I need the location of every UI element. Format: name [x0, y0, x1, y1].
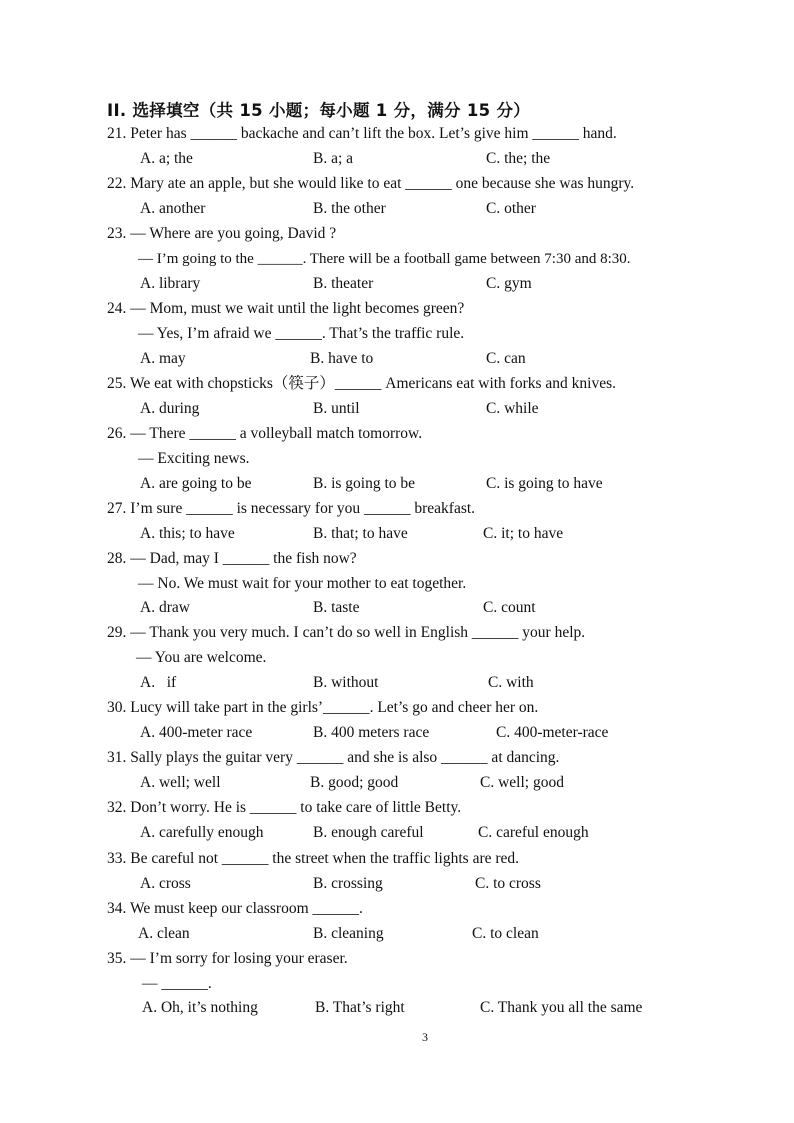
- question-21-option-b: B. a; a: [313, 150, 354, 167]
- question-28-option-b: B. taste: [313, 599, 360, 616]
- question-25-stem: 25. We eat with chopsticks（筷子）______ Americans eat with forks and knives.: [107, 375, 617, 392]
- question-32-option-c: C. careful enough: [478, 824, 589, 841]
- question-23-option-a: A. library: [140, 275, 201, 292]
- question-26-stem-2: — Exciting news.: [138, 450, 250, 467]
- question-26-option-a: A. are going to be: [140, 475, 252, 492]
- question-30-option-c: C. 400-meter-race: [496, 724, 609, 741]
- question-24-stem-2: — Yes, I’m afraid we ______. That’s the traffic rule.: [138, 325, 465, 342]
- question-24-stem-1: 24. — Mom, must we wait until the light becomes green?: [107, 300, 465, 317]
- question-26-option-b: B. is going to be: [313, 475, 416, 492]
- question-31-option-c: C. well; good: [480, 774, 564, 791]
- question-27-option-a: A. this; to have: [140, 525, 235, 542]
- question-29-stem-1: 29. — Thank you very much. I can’t do so well in English ______ your help.: [107, 624, 586, 641]
- question-34-option-b: B. cleaning: [313, 925, 384, 942]
- question-25-option-a: A. during: [140, 400, 200, 417]
- question-30-stem: 30. Lucy will take part in the girls’______. Let’s go and cheer her on.: [107, 699, 539, 716]
- question-25-option-c: C. while: [486, 400, 539, 417]
- question-27-option-b: B. that; to have: [313, 525, 408, 542]
- question-22-stem: 22. Mary ate an apple, but she would like to eat ______ one because she was hungry.: [107, 175, 635, 192]
- question-23-stem-1: 23. — Where are you going, David ?: [107, 225, 337, 242]
- page-number: 3: [422, 1030, 428, 1044]
- question-24-option-a: A. may: [140, 350, 186, 367]
- section-heading: II. 选择填空（共 15 小题；每小题 1 分，满分 15 分）: [107, 101, 531, 120]
- question-35-option-b: B. That’s right: [315, 999, 405, 1016]
- question-31-stem: 31. Sally plays the guitar very ______ and she is also ______ at dancing.: [107, 749, 560, 766]
- question-32-option-b: B. enough careful: [313, 824, 424, 841]
- question-28-stem-2: — No. We must wait for your mother to eat together.: [138, 575, 467, 592]
- question-35-option-a: A. Oh, it’s nothing: [142, 999, 258, 1016]
- question-29-stem-2: — You are welcome.: [136, 649, 267, 666]
- question-28-option-c: C. count: [483, 599, 536, 616]
- question-22-option-a: A. another: [140, 200, 206, 217]
- question-26-stem-1: 26. — There ______ a volleyball match tomorrow.: [107, 425, 423, 442]
- question-21-option-a: A. a; the: [140, 150, 193, 167]
- question-35-option-c: C. Thank you all the same: [480, 999, 643, 1016]
- question-34-stem: 34. We must keep our classroom ______.: [107, 900, 363, 917]
- question-29-option-a: A. if: [140, 674, 177, 691]
- question-27-option-c: C. it; to have: [483, 525, 564, 542]
- question-34-option-a: A. clean: [138, 925, 190, 942]
- question-35-stem-1: 35. — I’m sorry for losing your eraser.: [107, 950, 348, 967]
- question-27-stem: 27. I’m sure ______ is necessary for you ______ breakfast.: [107, 500, 476, 517]
- question-21-option-c: C. the; the: [486, 150, 551, 167]
- question-33-option-c: C. to cross: [475, 875, 541, 892]
- question-22-option-b: B. the other: [313, 200, 386, 217]
- question-32-option-a: A. carefully enough: [140, 824, 264, 841]
- question-29-option-c: C. with: [488, 674, 534, 691]
- question-32-stem: 32. Don’t worry. He is ______ to take care of little Betty.: [107, 799, 462, 816]
- question-31-option-a: A. well; well: [140, 774, 221, 791]
- question-30-option-a: A. 400-meter race: [140, 724, 253, 741]
- question-34-option-c: C. to clean: [472, 925, 539, 942]
- question-23-stem-2: — I’m going to the ______. There will be a football game between 7:30 and 8:30.: [138, 251, 631, 267]
- question-35-stem-2: — ______.: [142, 975, 212, 992]
- question-25-option-b: B. until: [313, 400, 360, 417]
- question-26-option-c: C. is going to have: [486, 475, 603, 492]
- question-21-stem: 21. Peter has ______ backache and can’t lift the box. Let’s give him ______ hand.: [107, 125, 617, 142]
- question-23-option-b: B. theater: [313, 275, 374, 292]
- question-23-option-c: C. gym: [486, 275, 532, 292]
- question-22-option-c: C. other: [486, 200, 536, 217]
- question-33-stem: 33. Be careful not ______ the street when the traffic lights are red.: [107, 850, 520, 867]
- question-33-option-b: B. crossing: [313, 875, 383, 892]
- question-30-option-b: B. 400 meters race: [313, 724, 430, 741]
- question-29-option-b: B. without: [313, 674, 379, 691]
- question-28-stem-1: 28. — Dad, may I ______ the fish now?: [107, 550, 357, 567]
- question-24-option-b: B. have to: [310, 350, 374, 367]
- question-24-option-c: C. can: [486, 350, 526, 367]
- question-28-option-a: A. draw: [140, 599, 190, 616]
- question-31-option-b: B. good; good: [310, 774, 399, 791]
- question-33-option-a: A. cross: [140, 875, 191, 892]
